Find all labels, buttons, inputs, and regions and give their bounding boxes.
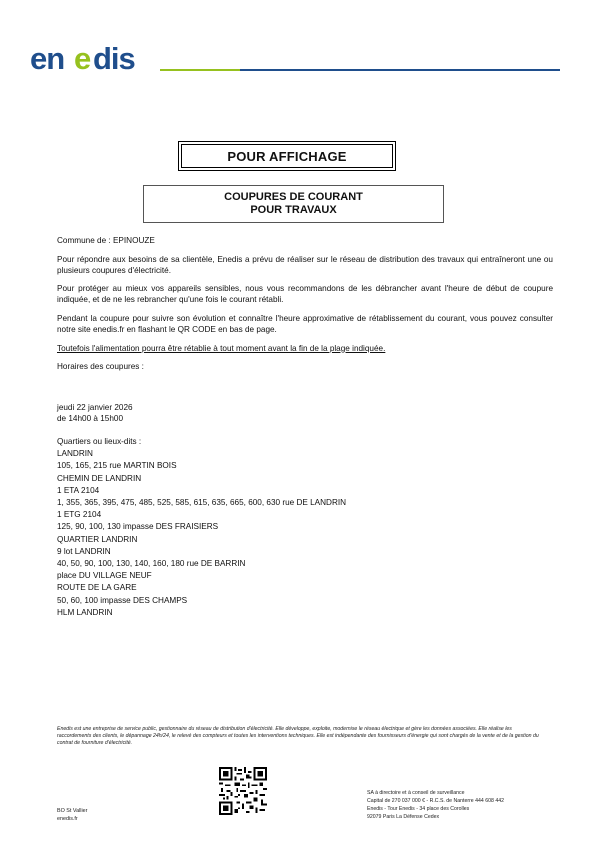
zones-label: Quartiers ou lieux-dits :	[57, 437, 142, 446]
title-text: POUR AFFICHAGE	[227, 148, 347, 164]
footer-right	[367, 789, 504, 821]
outage-time: de 14h00 à 15h00	[57, 413, 124, 423]
zone-item: 1 ETG 2104	[57, 510, 102, 520]
subtitle-line-1: COUPURES DE COURANT	[224, 191, 363, 203]
commune-line: Commune de : EPINOUZE	[57, 236, 155, 245]
zone-item: 1, 355, 365, 395, 475, 485, 525, 585, 615, 635, 665, 600, 630 rue DE LANDRIN	[57, 498, 347, 508]
zone-item: HLM LANDRIN	[57, 607, 113, 617]
zone-item: 105, 165, 215 rue MARTIN BOIS	[57, 461, 177, 471]
zone-item: ROUTE DE LA GARE	[57, 583, 137, 593]
enedis-logo	[30, 42, 155, 74]
zone-item: CHEMIN DE LANDRIN	[57, 473, 142, 483]
outage-date: jeudi 22 janvier 2026	[57, 403, 133, 412]
svg-text:dis: dis	[93, 42, 135, 74]
svg-text:en: en	[30, 42, 65, 74]
subtitle-box	[143, 185, 444, 223]
footer-left	[57, 807, 87, 823]
office-name: BO St Vallier	[57, 808, 88, 814]
footer-disclaimer: Enedis est une entreprise de service public, gestionnaire du réseau de distribution d'électricité. Elle développe, exploite, modernise le réseau électrique et gère les données associées. Elle réalise les raccordements des clients, le dépannage 24h/24, le relevé des compteurs et toutes les interventions techniques. Elle est indépendante des fournisseurs d'énergie qui sont chargés de la vente et de la gestion du contrat de fourniture d'électricité.	[57, 726, 539, 746]
legal-line: Capital de 270 037 000 € - R.C.S. de Nanterre 444 608 442	[367, 798, 504, 804]
legal-line: Enedis - Tour Enedis - 34 place des Corolles	[367, 806, 470, 812]
zone-item: 40, 50, 90, 100, 130, 140, 160, 180 rue DE BARRIN	[57, 559, 246, 569]
website-link[interactable]: enedis.fr	[57, 816, 78, 822]
legal-line: 92079 Paris La Défense Cedex	[367, 814, 440, 820]
paragraph-2: Pour protéger au mieux vos appareils sensibles, nous vous recommandons de les débrancher avant l'heure de début de coupure indiquée, et de ne les rebrancher qu'une fois le courant rétabli.	[57, 284, 553, 305]
paragraph-3: Pendant la coupure pour suivre son évolution et connaître l'heure approximative de rétablissement du courant, vous pouvez consulter notre site enedis.fr en flashant le QR CODE en bas de page.	[57, 313, 553, 334]
legal-line: SA à directoire et à conseil de surveillance	[367, 790, 465, 796]
zone-item: QUARTIER LANDRIN	[57, 534, 138, 544]
zone-item: 125, 90, 100, 130 impasse DES FRAISIERS	[57, 522, 219, 532]
paragraph-1: Pour répondre aux besoins de sa clientèle, Enedis a prévu de réaliser sur le réseau de distribution des travaux qui entraîneront une ou plusieurs coupures d'électricité.	[57, 254, 553, 275]
qr-code[interactable]	[219, 767, 267, 815]
zone-item: 50, 60, 100 impasse DES CHAMPS	[57, 595, 188, 605]
horaires-label: Horaires des coupures :	[57, 362, 144, 372]
notice-body	[57, 236, 553, 381]
zone-item: LANDRIN	[57, 449, 93, 459]
zone-item: 1 ETA 2104	[57, 485, 100, 495]
header-rule	[160, 69, 560, 71]
title-box	[178, 141, 396, 171]
zone-item: place DU VILLAGE NEUF	[57, 571, 152, 581]
zones-list	[57, 436, 346, 619]
zone-item: 9 lot LANDRIN	[57, 546, 111, 556]
restoration-note: Toutefois l'alimentation pourra être rétablie à tout moment avant la fin de la plage indiquée.	[57, 343, 386, 353]
svg-text:e: e	[74, 42, 91, 74]
subtitle-line-2: POUR TRAVAUX	[250, 204, 337, 216]
outage-schedule	[57, 403, 133, 425]
